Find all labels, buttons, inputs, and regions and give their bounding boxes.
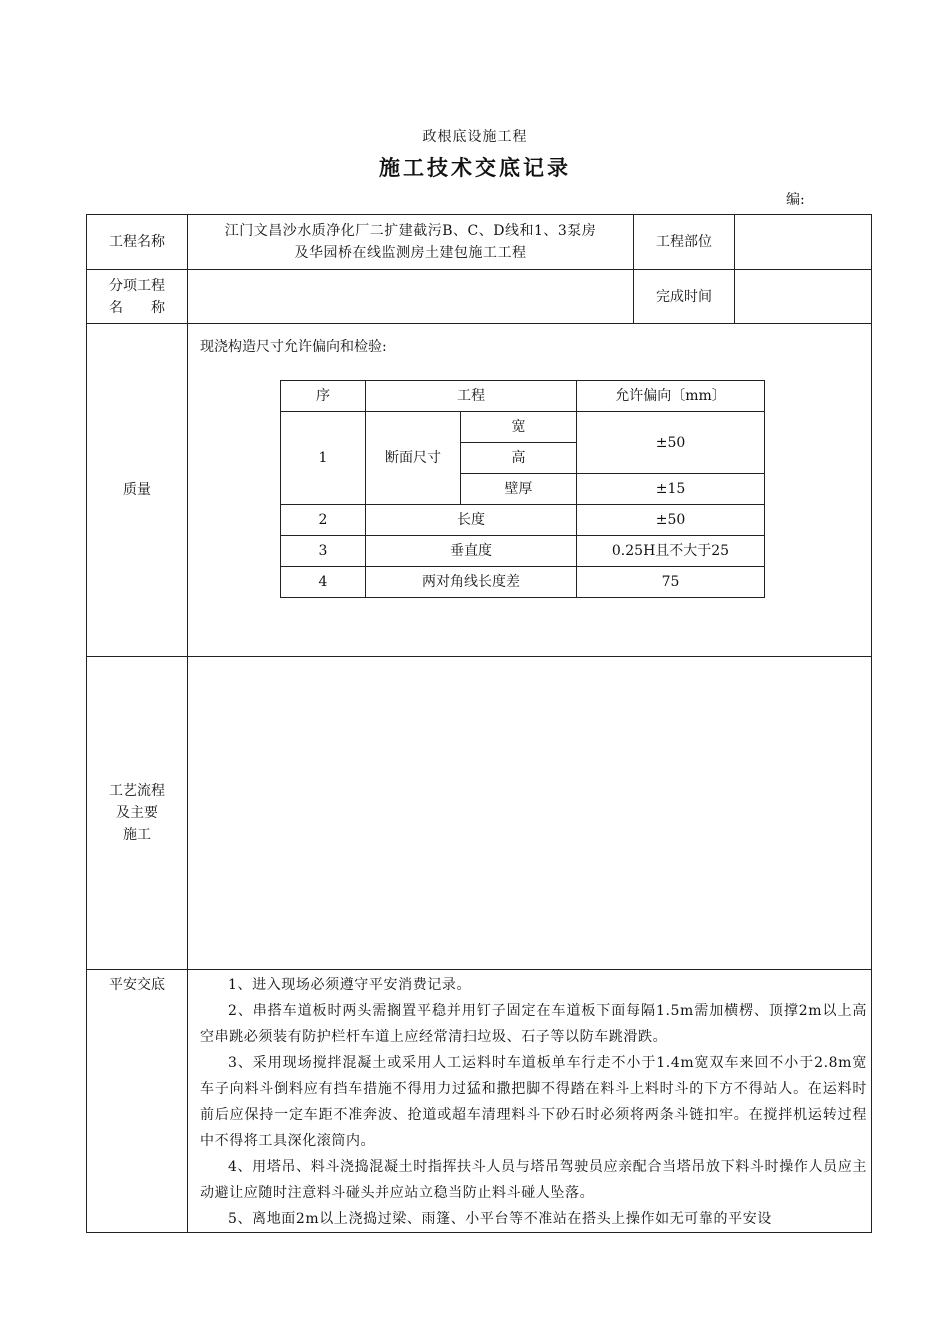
safety-row [87, 970, 872, 1233]
editor-label: 编: [786, 192, 805, 208]
safety-item-2: 2、串搭车道板时两头需搁置平稳并用钉子固定在车道板下面每隔1.5m需加横楞、顶撑2m以上高空串跳必须装有防护栏杆车道上应经常清扫垃圾、石子等以防车跳滑跌。 [200, 1003, 867, 1045]
process-label-line2: 及主要 [116, 805, 158, 821]
quality-content [188, 324, 872, 657]
process-label [87, 657, 188, 970]
safety-label: 平安交底 [87, 970, 188, 1233]
project-name-value[interactable] [188, 215, 634, 270]
quality-intro: 现浇构造尺寸允许偏向和检验: [200, 339, 387, 355]
tolerance-row [281, 412, 765, 443]
sub-project-label-line1: 分项工程 [109, 277, 165, 294]
process-content[interactable] [188, 657, 872, 970]
project-name-label: 工程名称 [87, 215, 188, 270]
row4-item: 两对角线长度差 [366, 567, 577, 598]
project-part-value[interactable] [735, 215, 872, 270]
tolerance-table [280, 380, 765, 598]
row1-sub-height: 高 [461, 443, 577, 474]
row1-item: 断面尺寸 [366, 412, 461, 505]
quality-label: 质量 [87, 324, 188, 657]
project-name-line2: 及华园桥在线监测房土建包施工工程 [294, 245, 527, 261]
row3-item: 垂直度 [366, 536, 577, 567]
project-name-line1: 江门文昌沙水质净化厂二扩建截污B、C、D线和1、3泵房 [224, 223, 597, 239]
row4-no: 4 [281, 567, 366, 598]
document-title: 施工技术交底记录 [379, 155, 571, 180]
sub-project-label [87, 270, 188, 324]
row1-tolerance-a: ±50 [577, 412, 765, 474]
sub-project-label-line2: 名 称 [109, 299, 165, 316]
tolerance-row [281, 567, 765, 598]
completion-label: 完成时间 [634, 270, 735, 324]
safety-item-1: 1、进入现场必须遵守平安消费记录。 [228, 977, 472, 993]
header-no: 序 [281, 381, 366, 412]
completion-value[interactable] [735, 270, 872, 324]
row3-no: 3 [281, 536, 366, 567]
safety-item-5: 5、离地面2m以上浇捣过梁、雨篷、小平台等不准站在搭头上操作如无可靠的平安设 [228, 1211, 772, 1227]
sub-project-value[interactable] [188, 270, 634, 324]
safety-content [188, 970, 872, 1233]
row2-no: 2 [281, 505, 366, 536]
header-tolerance: 允许偏向〔mm〕 [577, 381, 765, 412]
sub-project-row [87, 270, 872, 324]
row1-no: 1 [281, 412, 366, 505]
project-part-label: 工程部位 [634, 215, 735, 270]
row1-sub-wall: 壁厚 [461, 474, 577, 505]
process-row [87, 657, 872, 970]
project-name-row [87, 215, 872, 270]
row2-item: 长度 [366, 505, 577, 536]
company-name: 政根底设施工程 [422, 129, 528, 145]
safety-item-3: 3、采用现场搅拌混凝土或采用人工运料时车道板单车行走不小于1.4m宽双车来回不小于2.8m宽车子向料斗倒料应有挡车措施不得用力过猛和撒把脚不得踏在料斗上料时斗的下方不得站人。在运料时前后应保持一定车距不准奔波、抢道或超车清理料斗下砂石时必须将两条斗链扣牢。在搅拌机运转过程中不得将工具深化滚筒内。 [200, 1055, 867, 1149]
quality-row [87, 324, 872, 657]
record-table [86, 214, 872, 1233]
safety-item-4: 4、用塔吊、料斗浇捣混凝土时指挥扶斗人员与塔吊驾驶员应亲配合当塔吊放下料斗时操作人员应主动避让应随时注意料斗碰头并应站立稳当防止料斗碰人坠落。 [200, 1159, 867, 1201]
row3-tolerance: 0.25H且不大于25 [577, 536, 765, 567]
header-item: 工程 [366, 381, 577, 412]
process-label-line1: 工艺流程 [109, 783, 165, 799]
row1-tolerance-b: ±15 [577, 474, 765, 505]
row4-tolerance: 75 [577, 567, 765, 598]
tolerance-header-row [281, 381, 765, 412]
process-label-line3: 施工 [123, 827, 151, 843]
tolerance-row [281, 536, 765, 567]
row1-sub-width: 宽 [461, 412, 577, 443]
row2-tolerance: ±50 [577, 505, 765, 536]
tolerance-row [281, 505, 765, 536]
